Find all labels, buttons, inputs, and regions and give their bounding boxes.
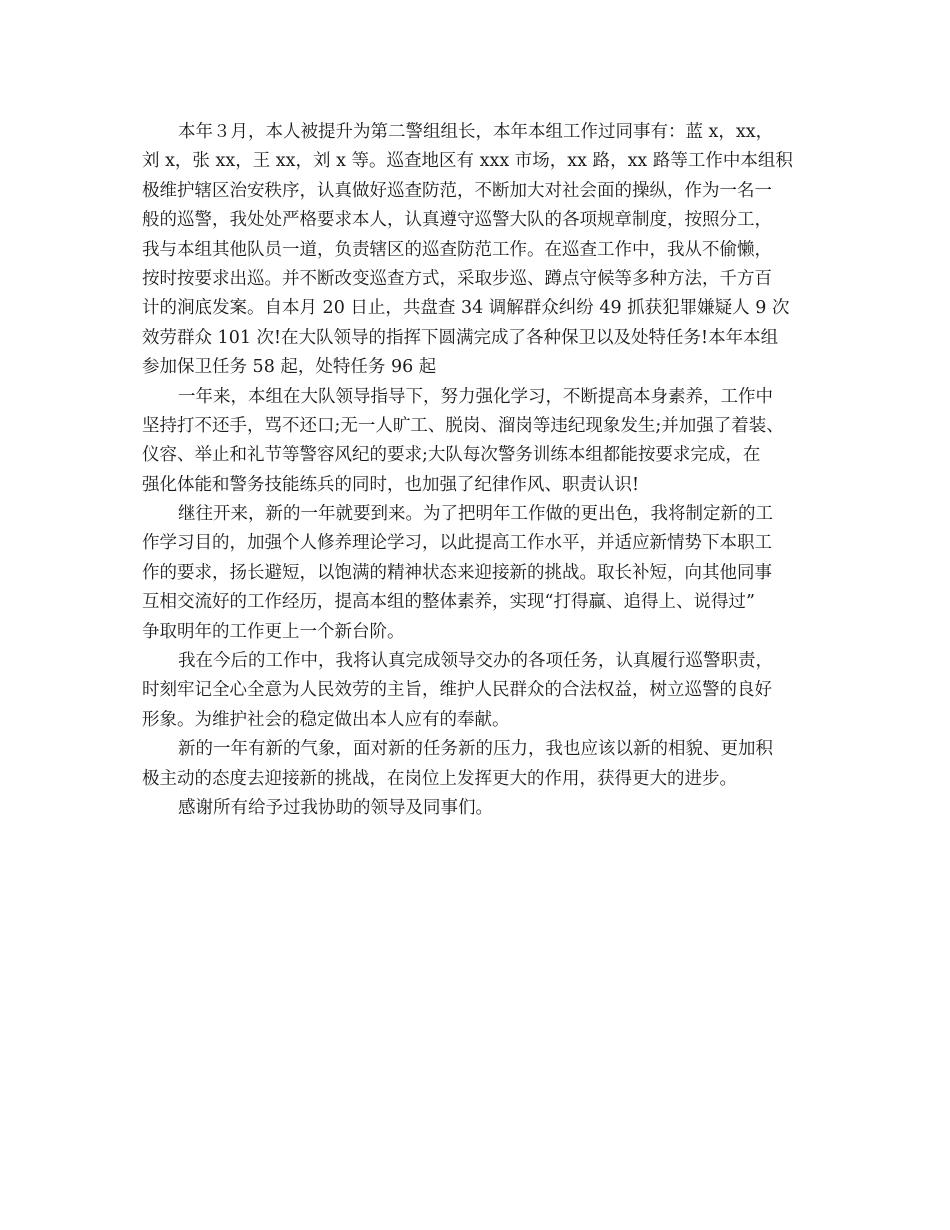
paragraph-1-line-5: 我与本组其他队员一道，负责辖区的巡查防范工作。在巡查工作中，我从不偷懒，: [142, 239, 772, 260]
paragraph-4-line-2: 时刻牢记全心全意为人民效劳的主旨，维护人民群众的合法权益，树立巡警的良好: [142, 680, 772, 701]
paragraph-1-line-7: 计的涧底发案。自本月 20 日止，共盘查 34 调解群众纠纷 49 抓获犯罪嫌疑人 9 次: [142, 298, 790, 319]
paragraph-3-line-1: 继往开来，新的一年就要到来。为了把明年工作做的更出色，我将制定新的工: [178, 504, 773, 525]
paragraph-3-line-3: 作的要求，扬长避短，以饱满的精神状态来迎接新的挑战。取长补短，向其他同事: [142, 562, 772, 583]
paragraph-1-line-6: 按时按要求出巡。并不断改变巡查方式，采取步巡、蹲点守候等多种方法，千方百: [142, 268, 772, 289]
paragraph-1-line-8: 效劳群众 101 次!在大队领导的指挥下圆满完成了各种保卫以及处特任务!本年本组: [142, 327, 779, 348]
paragraph-3-line-4: 互相交流好的工作经历，提高本组的整体素养，实现“打得赢、追得上、说得过”: [142, 592, 755, 613]
paragraph-1-line-9: 参加保卫任务 58 起，处特任务 96 起: [142, 357, 437, 378]
document-body: [142, 118, 822, 823]
paragraph-2-line-4: 强化体能和警务技能练兵的同时，也加强了纪律作风、职责认识!: [142, 474, 640, 495]
paragraph-6-line-1: 感谢所有给予过我协助的领导及同事们。: [178, 797, 493, 818]
paragraph-1-line-3: 极维护辖区治安秩序，认真做好巡查防范，不断加大对社会面的操纵，作为一名一: [142, 180, 772, 201]
paragraph-1-line-1: 本年３月，本人被提升为第二警组组长，本年本组工作过同事有：蓝 x，xx，: [178, 122, 774, 142]
paragraph-4-line-3: 形象。为维护社会的稳定做出本人应有的奉献。: [142, 709, 510, 730]
paragraph-2-line-1: 一年来，本组在大队领导指导下，努力强化学习，不断提高本身素养，工作中: [178, 386, 773, 407]
paragraph-3-line-5: 争取明年的工作更上一个新台阶。: [142, 621, 405, 642]
paragraph-2-line-2: 坚持打不还手，骂不还口;无一人旷工、脱岗、溜岗等违纪现象发生;并加强了着装、: [142, 415, 784, 436]
paragraph-3-line-2: 作学习目的，加强个人修养理论学习，以此提高工作水平，并适应新情势下本职工: [142, 533, 772, 554]
paragraph-1-line-4: 般的巡警，我处处严格要求本人，认真遵守巡警大队的各项规章制度，按照分工，: [142, 210, 772, 231]
paragraph-2-line-3: 仪容、举止和礼节等警容风纪的要求;大队每次警务训练本组都能按要求完成，在: [142, 445, 761, 466]
paragraph-5-line-2: 极主动的态度去迎接新的挑战，在岗位上发挥更大的作用，获得更大的进步。: [142, 768, 737, 789]
paragraph-5-line-1: 新的一年有新的气象，面对新的任务新的压力，我也应该以新的相貌、更加积: [178, 739, 773, 760]
paragraph-1-line-2: 刘 x，张 xx，王 xx，刘 x 等。巡查地区有 xxx 市场，xx 路，xx 路等工作中本组积: [142, 151, 793, 172]
paragraph-4-line-1: 我在今后的工作中，我将认真完成领导交办的各项任务，认真履行巡警职责，: [178, 651, 773, 672]
